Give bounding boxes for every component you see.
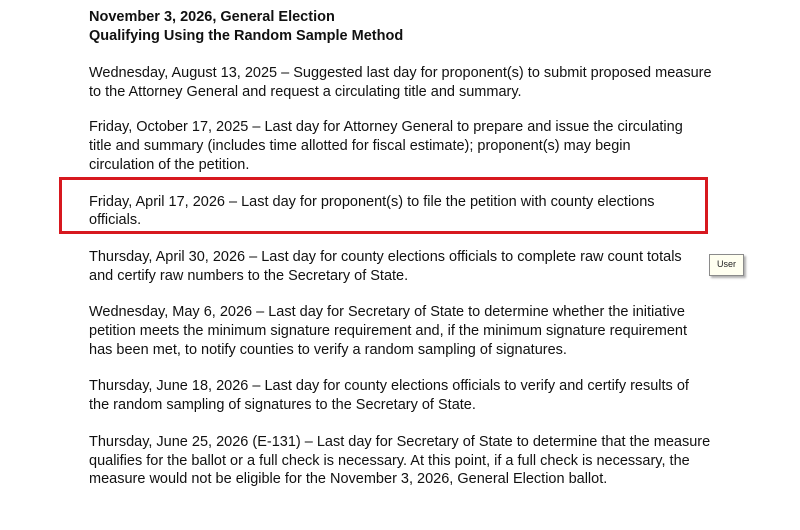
deadline-entry [89, 64, 719, 101]
entry-text: Last day for Secretary of State to determine whether the initiative petition meets the minimum signature requirement and, if the minimum signature requirement has been met, to notify counties to verify a random sampling of signatures. [89, 304, 687, 358]
entry-separator: – [252, 304, 269, 321]
entry-date: Friday, October 17, 2025 [89, 119, 249, 136]
entry-text: Last day for county elections officials to complete raw count totals and certify raw numbers to the Secretary of State. [89, 248, 682, 284]
entry-date: Wednesday, August 13, 2025 [89, 65, 278, 81]
deadline-entry [89, 303, 694, 359]
user-tooltip: User [709, 254, 744, 276]
entry-text: Suggested last day for proponent(s) to submit proposed measure to the Attorney General and request a circulating title and summary. [89, 65, 712, 100]
document-body [89, 8, 729, 489]
deadline-entry [89, 118, 689, 174]
entry-separator: – [300, 433, 317, 450]
entry-date: Wednesday, May 6, 2026 [89, 304, 253, 321]
title-line-2: Qualifying Using the Random Sample Method [89, 28, 404, 44]
entry-date: Thursday, June 25, 2026 (E-131) [89, 433, 301, 450]
entry-date: Thursday, June 18, 2026 [89, 378, 249, 395]
title-line-1: November 3, 2026, General Election [89, 9, 335, 25]
deadline-entry [89, 433, 719, 489]
entry-separator: – [248, 119, 265, 136]
entry-separator: – [245, 248, 262, 265]
entry-text: Last day for proponent(s) to file the petition with county elections officials. [89, 193, 655, 229]
entry-date: Thursday, April 30, 2026 [89, 248, 246, 265]
deadline-entry [89, 377, 689, 414]
entry-date: Friday, April 17, 2026 [89, 193, 225, 210]
entry-separator: – [248, 378, 265, 395]
entry-text: Last day for Secretary of State to determine that the measure qualifies for the ballot or a full check is necessary. At this point, if a full check is necessary, the measure would not be eligible for the November 3, 2026, General Election ballot. [89, 433, 711, 488]
page-title [89, 8, 729, 46]
deadline-entry [89, 248, 704, 285]
entry-separator: – [277, 65, 294, 81]
entry-text: Last day for county elections officials to verify and certify results of the random sampling of signatures to the Secretary of State. [89, 378, 689, 414]
entry-separator: – [224, 193, 242, 210]
entry-text: Last day for Attorney General to prepare and issue the circulating title and summary (includes time allotted for fiscal estimate); proponent(s) may begin circulation of the petition. [89, 119, 683, 173]
highlight-box [59, 177, 708, 234]
